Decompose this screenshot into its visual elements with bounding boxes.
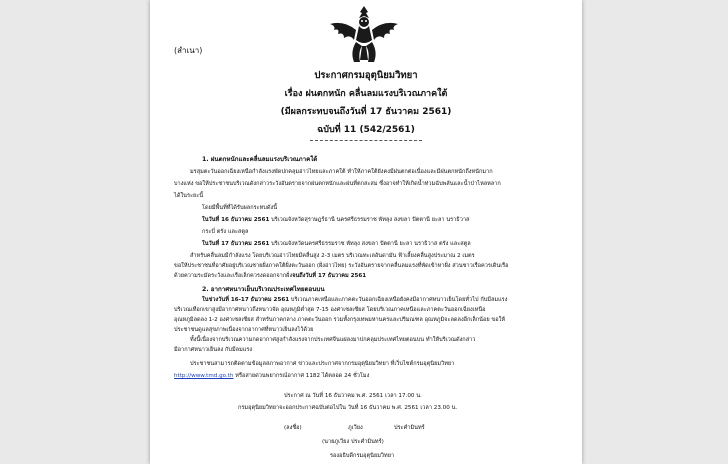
next-issue-notice: กรมอุตุนิยมวิทยาจะออกประกาศฉบับต่อไปใน วันที่ 16 ธันวาคม พ.ศ. 2561 เวลา 23.00 น. <box>238 405 458 411</box>
day16-label: ในวันที่ 16 ธันวาคม 2561 <box>202 217 270 223</box>
day16-areas-cont: กระบี่ ตรัง และสตูล <box>202 229 249 235</box>
title-divider <box>310 140 422 141</box>
section2-day-line <box>202 296 507 304</box>
copy-label: (สำเนา) <box>174 46 203 55</box>
issue-number: ฉบับที่ 11 (542/2561) <box>317 125 415 135</box>
day17-label: ในวันที่ 17 ธันวาคม 2561 <box>202 241 270 247</box>
section2-heading: 2. อากาศหนาวเย็นบริเวณประเทศไทยตอนบน <box>202 286 325 293</box>
affected-areas-label: โดยมีพื้นที่ที่ได้รับผลกระทบดังนี้ <box>202 205 278 211</box>
announce-date: ประกาศ ณ วันที่ 16 ธันวาคม พ.ศ. 2561 เวลา 17.00 น. <box>284 393 422 399</box>
section1-heading: 1. ฝนตกหนักและคลื่นลมแรงบริเวณภาคใต้ <box>202 156 318 163</box>
section2-line: ประชาชนดูแลสุขภาพเนื่องจากอากาศที่หนาวเย็นลงไว้ด้วย <box>174 327 314 333</box>
day16-areas <box>202 216 469 224</box>
garuda-emblem <box>326 4 402 66</box>
document-page <box>150 0 582 464</box>
section2-day-text: บริเวณภาคเหนือและภาคตะวันออกเฉียงเหนือยังคงมีอากาศหนาวเย็นโดยทั่วไป กับมีลมแรง <box>289 297 508 303</box>
signed-label: (ลงชื่อ) <box>284 425 302 431</box>
section1-para-line: บางแห่ง ขอให้ประชาชนบริเวณดังกล่าวระวังอันตรายจากฝนตกหนักและฝนที่ตกสะสม ซึ่งอาจทำให้เกิดน้ำท่วมฉับพลันและน้ำป่าไหลหลาก <box>174 181 501 187</box>
wave-text: ด้วยความระมัดระวังและเรือเล็กควรงดออกจากฝั่ง <box>174 273 293 279</box>
signatory-full-name: (นายภูเวียง ประคำมินทร์) <box>322 439 384 445</box>
hotline-text: หรือสายด่วนพยากรณ์อากาศ 1182 ได้ตลอด 24 ชั่วโมง <box>233 373 370 379</box>
wave-line: ขอให้ประชาชนที่อาศัยอยู่บริเวณชายฝั่งภาคใต้ฝั่งตะวันออก (ฝั่งอ่าวไทย) ระวังอันตรายจากคลื่นลมแรงที่พัดเข้าหาฝั่ง ส่วนชาวเรือควรเดินเรือ <box>174 263 509 269</box>
document-subject: เรื่อง ฝนตกหนัก คลื่นลมแรงบริเวณภาคใต้ <box>284 89 448 99</box>
signature-surname: ประคำมินทร์ <box>394 425 425 431</box>
section2-day-label: ในช่วงวันที่ 16-17 ธันวาคม 2561 <box>202 297 290 303</box>
signatory-position: รองอธิบดีกรมอุตุนิยมวิทยา <box>330 453 395 459</box>
day16-text: บริเวณจังหวัดสุราษฎร์ธานี นครศรีธรรมราช พัทลุง สงขลา ปัตตานี ยะลา นราธิวาส <box>269 217 470 223</box>
section2-line: บริเวณเทือกเขาสูงมีอากาศหนาวถึงหนาวจัด อุณหภูมิต่ำสุด 7-15 องศาเซลเซียส โดยบริเวณภาคเหนือและภาคตะวันออกเฉียงเหนือ <box>174 307 486 313</box>
section2-line: อุณหภูมิลดลง 1-2 องศาเซลเซียส สำหรับภาคกลาง ภาคตะวันออก รวมทั้งกรุงเทพมหานครและปริมณฑล อุณหภูมิจะลดลงอีกเล็กน้อย ขอให้ <box>174 317 506 323</box>
document-title: ประกาศกรมอุตุนิยมวิทยา <box>314 70 418 81</box>
tmd-website-link[interactable]: http://www.tmd.go.th <box>174 373 234 379</box>
wave-line: สำหรับคลื่นลมมีกำลังแรง โดยบริเวณอ่าวไทยมีคลื่นสูง 2-3 เมตร บริเวณทะเลอันดามัน ฟ้าเลี้ยงคลื่นสูงประมาณ 2 เมตร <box>190 253 475 259</box>
day17-areas <box>202 240 471 248</box>
section1-para-line: ได้ในระยะนี้ <box>174 193 204 199</box>
effect-period: (มีผลกระทบจนถึงวันที่ 17 ธันวาคม 2561) <box>280 107 452 117</box>
day17-text: บริเวณจังหวัดนครศรีธรรมราช พัทลุง สงขลา ปัตตานี ยะลา นราธิวาส ตรัง และสตูล <box>269 241 471 247</box>
signature-name: ภูเวียง <box>348 425 363 431</box>
wave-line-final <box>174 272 366 280</box>
contact-line: ประชาชนสามารถติดตามข้อมูลสภาพอากาศ ข่าวและประกาศจากกรมอุตุนิยมวิทยา ที่เว็บไซต์กรมอุตุนิยมวิทยา <box>190 361 455 367</box>
wave-until-date: จนถึงวันที่ 17 ธันวาคม 2561 <box>292 273 367 279</box>
section2-line: ทั้งนี้เนื่องจากบริเวณความกดอากาศสูงกำลังแรงจากประเทศจีนแผ่ลงมาปกคลุมประเทศไทยตอนบน ทำให้บริเวณดังกล่าว <box>190 337 476 343</box>
section2-line: มีอากาศหนาวเย็นลง กับมีลมแรง <box>174 347 253 353</box>
contact-line-2 <box>174 372 369 380</box>
section1-para-line: มรสุมตะวันออกเฉียงเหนือกำลังแรงพัดปกคลุมอ่าวไทยและภาคใต้ ทำให้ภาคใต้ยังคงมีฝนตกต่อเนื่องและมีฝนตกหนักถึงหนักมาก <box>190 169 493 175</box>
